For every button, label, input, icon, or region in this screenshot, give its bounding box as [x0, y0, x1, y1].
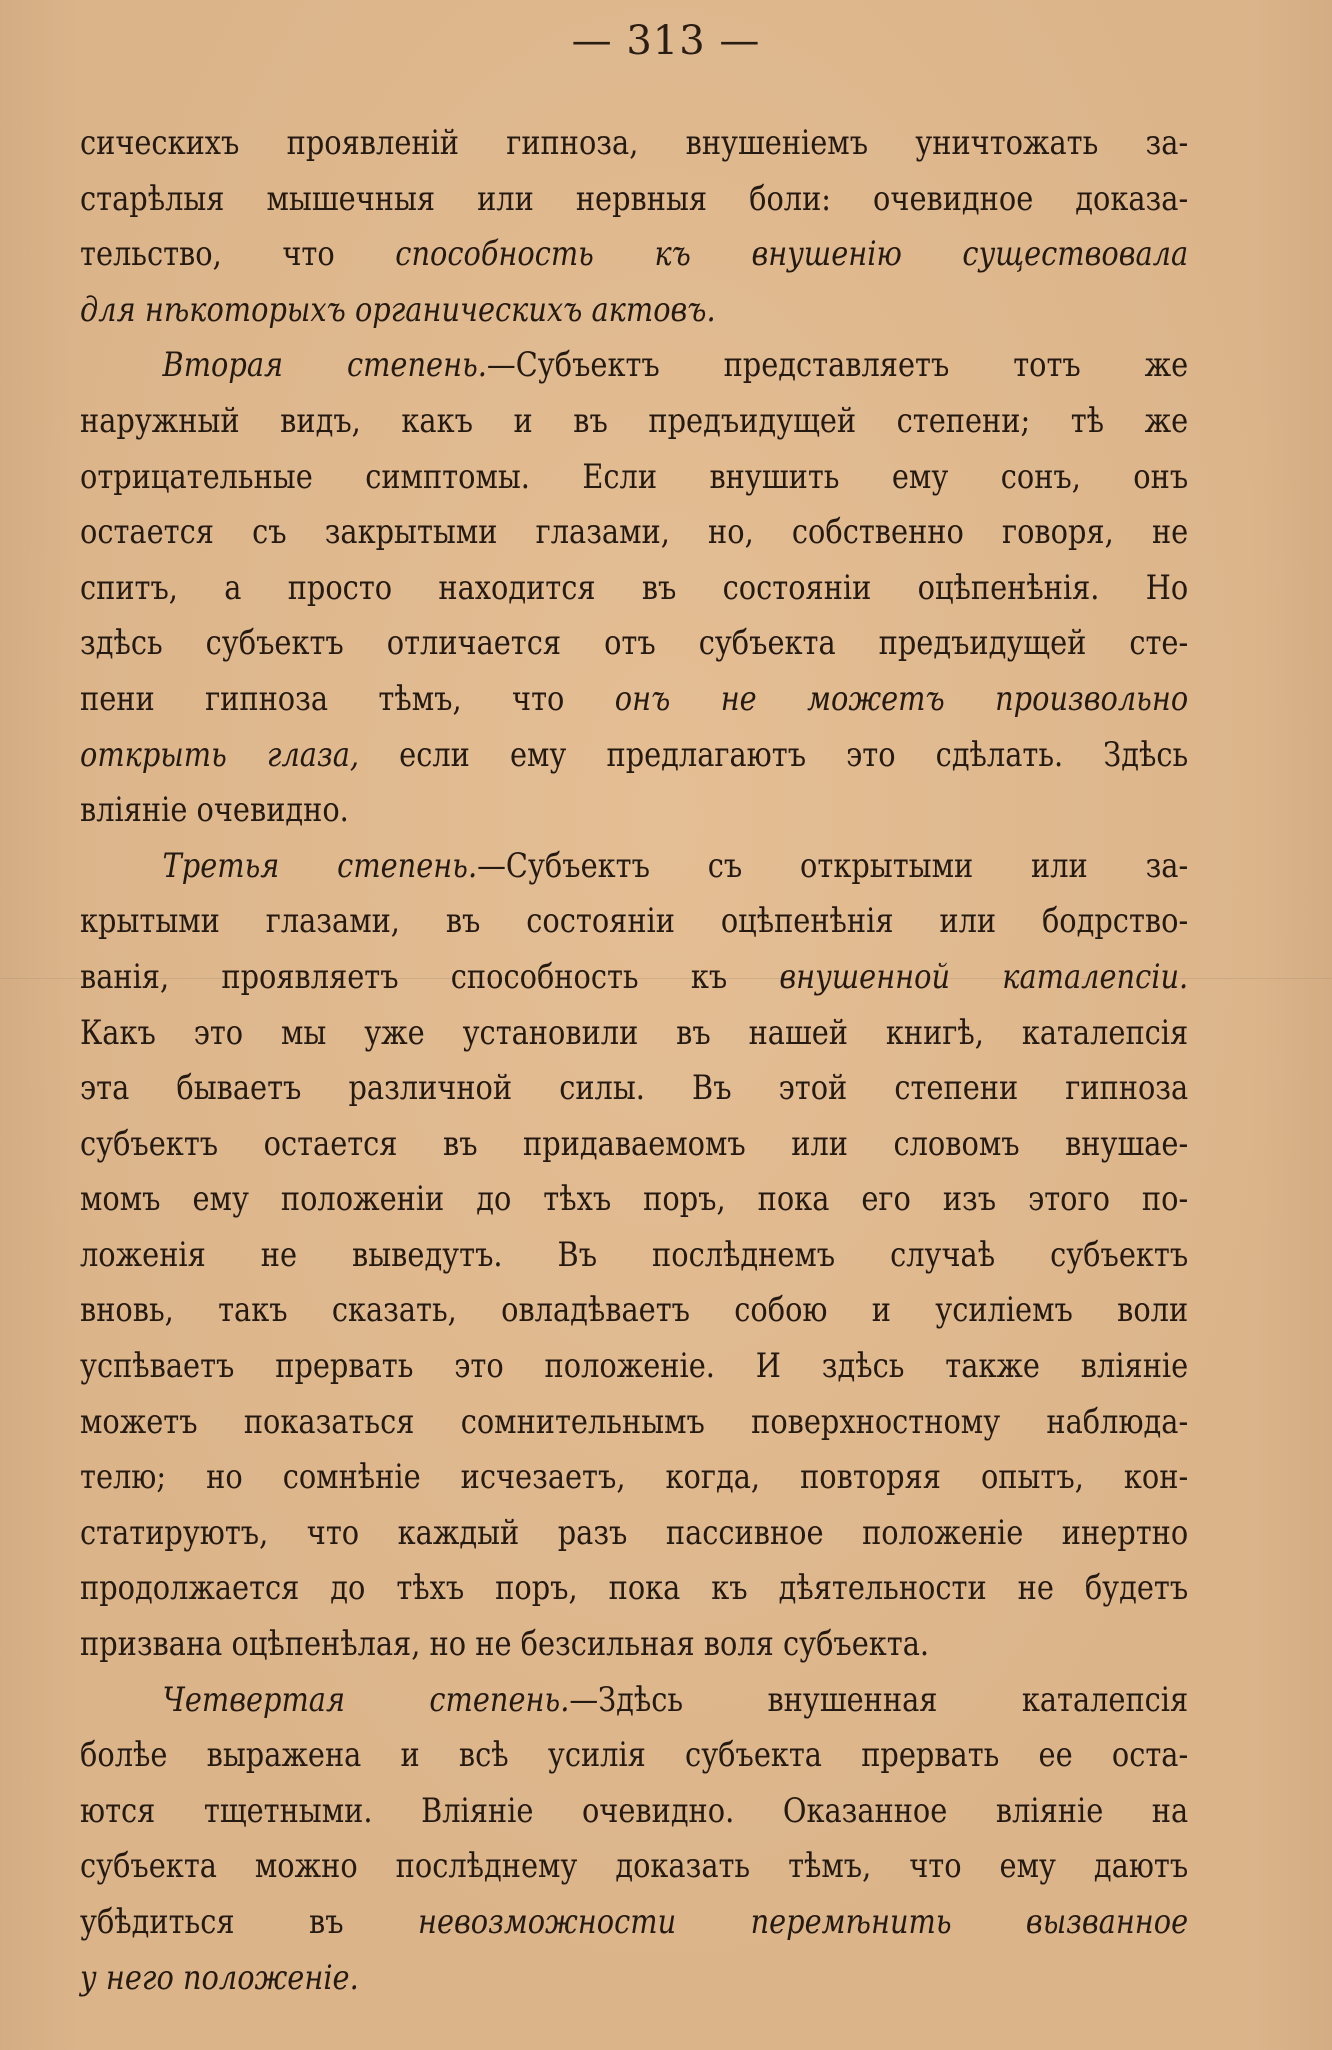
text-segment: —Субъектъ съ открытыми или за- — [477, 845, 1189, 885]
text-line — [80, 1338, 1188, 1394]
page-number: — 313 — — [571, 18, 761, 64]
text-segment: продолжается до тѣхъ поръ, пока къ дѣятельности не будетъ — [80, 1568, 1189, 1608]
text-segment: старѣлыя мышечныя или нервныя боли: очевидное доказа- — [80, 178, 1189, 218]
text-line — [80, 1449, 1188, 1505]
text-segment: ложенія не выведутъ. Въ послѣднемъ случаѣ субъектъ — [80, 1234, 1189, 1274]
italic-text: онъ не можетъ произвольно — [614, 678, 1189, 718]
italic-text: у него положеніе. — [80, 1957, 359, 1997]
text-line — [80, 337, 1188, 393]
text-segment: субъектъ остается въ придаваемомъ или словомъ внушае- — [80, 1123, 1189, 1163]
text-line — [80, 1171, 1188, 1227]
italic-text: внушенной каталепсіи. — [779, 956, 1189, 996]
text-line — [80, 1838, 1188, 1894]
text-line — [80, 1672, 1188, 1728]
text-line — [80, 782, 1188, 838]
text-segment: вновь, такъ сказать, овладѣваетъ собою и усиліемъ воли — [80, 1290, 1189, 1330]
text-segment: момъ ему положеніи до тѣхъ поръ, пока его изъ этого по- — [80, 1179, 1189, 1219]
text-line — [80, 838, 1188, 894]
text-segment: здѣсь субъектъ отличается отъ субъекта предъидущей сте- — [80, 623, 1189, 663]
text-line — [80, 504, 1188, 560]
italic-text: Четвертая степень. — [162, 1679, 570, 1719]
text-segment: призвана оцѣпенѣлая, но не безсильная воля субъекта. — [80, 1624, 930, 1664]
italic-text: Третья степень. — [162, 845, 478, 885]
text-segment: —Здѣсь внушенная каталепсія — [569, 1679, 1189, 1719]
text-line — [80, 560, 1188, 616]
text-segment: болѣе выражена и всѣ усилія субъекта прервать ее оста- — [80, 1735, 1189, 1775]
text-line — [80, 1727, 1188, 1783]
text-line — [80, 1005, 1188, 1061]
text-line — [80, 393, 1188, 449]
text-line — [80, 226, 1188, 282]
text-segment: спитъ, а просто находится въ состояніи оцѣпенѣнія. Но — [80, 567, 1189, 607]
text-segment: крытыми глазами, въ состояніи оцѣпенѣнія или бодрство- — [80, 901, 1189, 941]
text-segment: наружный видъ, какъ и въ предъидущей степени; тѣ же — [80, 400, 1189, 440]
text-line — [80, 1616, 1188, 1672]
text-segment: телю; но сомнѣніе исчезаетъ, когда, повторяя опытъ, кон- — [80, 1457, 1189, 1497]
text-line — [80, 1060, 1188, 1116]
text-segment: статируютъ, что каждый разъ пассивное положеніе инертно — [80, 1512, 1189, 1552]
text-segment: тельство, что — [80, 234, 396, 274]
text-line — [80, 1282, 1188, 1338]
text-segment: убѣдиться въ — [80, 1902, 418, 1941]
text-segment: успѣваетъ прервать это положеніе. И здѣсь также вліяніе — [80, 1346, 1189, 1386]
italic-text: открыть глаза, — [80, 734, 360, 774]
text-segment: можетъ показаться сомнительнымъ поверхностному наблюда- — [80, 1401, 1189, 1441]
text-segment: остается съ закрытыми глазами, но, собственно говоря, не — [80, 512, 1189, 552]
text-line — [80, 893, 1188, 949]
text-line — [80, 671, 1188, 727]
italic-text: Вторая степень. — [162, 345, 487, 385]
text-segment: эта бываетъ различной силы. Въ этой степени гипноза — [80, 1068, 1189, 1108]
text-line — [80, 1227, 1188, 1283]
text-line — [80, 727, 1188, 783]
text-line — [80, 949, 1188, 1005]
italic-text: невозможности перемѣнить вызванное — [417, 1902, 1189, 1941]
text-segment: вліяніе очевидно. — [80, 790, 349, 830]
text-line — [80, 1394, 1188, 1450]
text-line — [80, 115, 1188, 171]
italic-text: способность къ внушенію существовала — [395, 234, 1189, 274]
text-segment: ются тщетными. Вліяніе очевидно. Оказанное вліяніе на — [80, 1790, 1189, 1830]
text-segment: —Субъектъ представляетъ тотъ же — [486, 345, 1189, 385]
text-segment: сическихъ проявленій гипноза, внушеніемъ уничтожать за- — [80, 123, 1189, 162]
text-line — [80, 1116, 1188, 1172]
text-segment: пени гипноза тѣмъ, что — [80, 678, 615, 718]
text-line — [80, 171, 1188, 227]
text-line — [80, 1783, 1188, 1839]
text-line — [80, 1894, 1188, 1950]
text-line — [80, 1950, 1188, 2006]
text-line — [80, 615, 1188, 671]
text-line — [80, 1560, 1188, 1616]
italic-text: для нѣкоторыхъ органическихъ актовъ. — [80, 289, 716, 329]
text-line — [80, 282, 1188, 338]
text-line — [80, 449, 1188, 505]
text-line — [80, 1505, 1188, 1561]
text-segment: если ему предлагаютъ это сдѣлать. Здѣсь — [359, 734, 1189, 774]
text-segment: Какъ это мы уже установили въ нашей книгѣ, каталепсія — [80, 1012, 1189, 1052]
text-segment: отрицательные симптомы. Если внушить ему сонъ, онъ — [80, 456, 1189, 496]
text-segment: субъекта можно послѣднему доказать тѣмъ, что ему даютъ — [80, 1846, 1189, 1886]
body-text — [80, 115, 1188, 2005]
text-segment: ванія, проявляетъ способность къ — [80, 956, 780, 996]
